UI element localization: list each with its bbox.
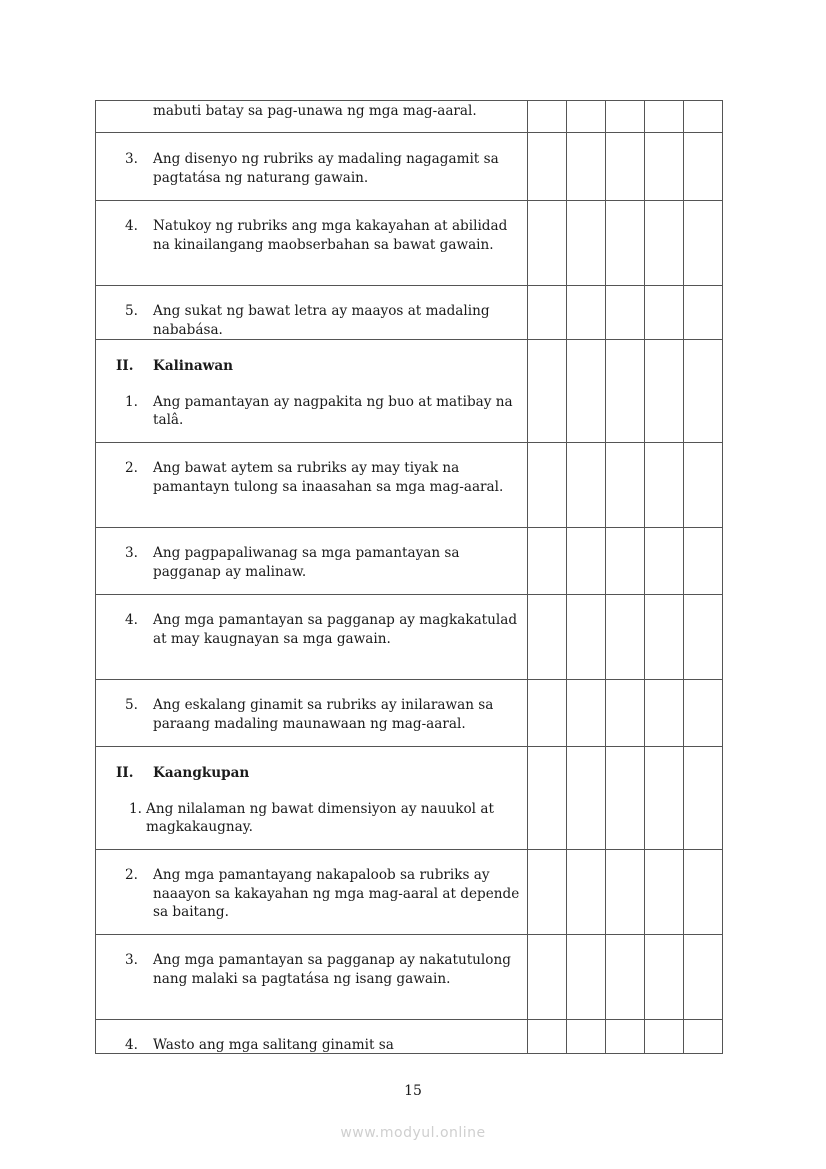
- table-row: [96, 1020, 723, 1054]
- rating-cell: [606, 747, 645, 850]
- rating-cell: [528, 201, 567, 286]
- rating-cell: [645, 201, 684, 286]
- rating-cell: [528, 528, 567, 595]
- rating-cell: [567, 443, 606, 528]
- section-numeral: II.: [116, 358, 134, 374]
- criterion-cell: [96, 595, 528, 680]
- rating-cell: [528, 850, 567, 935]
- rating-cell: [567, 340, 606, 443]
- criterion-text: Ang eskalang ginamit sa rubriks ay inilarawan sa paraang madaling maunawaan ng mag-aaral.: [153, 697, 494, 732]
- item-number: 4.: [125, 218, 138, 234]
- rating-cell: [606, 528, 645, 595]
- criterion-text: Ang mga pamantayan sa pagganap ay nakatutulong nang malaki sa pagtatása ng isang gawain.: [153, 952, 511, 987]
- rating-cell: [645, 443, 684, 528]
- item-number: 2.: [125, 460, 138, 476]
- criterion-text: mabuti batay sa pag-unawa ng mga mag-aaral.: [153, 103, 477, 119]
- criterion-text: Ang nilalaman ng bawat dimensiyon ay nauukol at magkakaugnay.: [146, 800, 494, 835]
- item-number: 5.: [125, 697, 138, 713]
- table-row: [96, 286, 723, 340]
- rating-cell: [528, 935, 567, 1020]
- rating-cell: [645, 595, 684, 680]
- item-number: 2.: [125, 867, 138, 883]
- criterion-text: Natukoy ng rubriks ang mga kakayahan at abilidad na kinailangang maobserbahan sa bawat gawain.: [153, 218, 508, 253]
- rating-cell: [645, 850, 684, 935]
- criterion-cell: [96, 443, 528, 528]
- criterion-text: Ang sukat ng bawat letra ay maayos at madaling nababása.: [153, 303, 490, 338]
- rating-cell: [684, 747, 723, 850]
- item-number: 5.: [125, 303, 138, 319]
- rating-cell: [567, 680, 606, 747]
- criterion-cell: [96, 747, 528, 850]
- rating-cell: [645, 680, 684, 747]
- table-row: [96, 680, 723, 747]
- criterion-text: Ang disenyo ng rubriks ay madaling nagagamit sa pagtatása ng naturang gawain.: [153, 151, 499, 186]
- rating-cell: [645, 528, 684, 595]
- rating-cell: [645, 133, 684, 201]
- criterion-cell: [96, 680, 528, 747]
- rating-cell: [528, 286, 567, 340]
- rating-cell: [645, 747, 684, 850]
- criterion-text: Wasto ang mga salitang ginamit sa: [153, 1037, 394, 1053]
- rating-cell: [528, 340, 567, 443]
- rating-cell: [684, 201, 723, 286]
- rating-cell: [684, 133, 723, 201]
- rating-cell: [684, 101, 723, 133]
- rating-cell: [606, 340, 645, 443]
- rating-cell: [684, 286, 723, 340]
- rating-cell: [528, 101, 567, 133]
- table-row: [96, 340, 723, 443]
- rating-cell: [567, 850, 606, 935]
- rating-cell: [606, 443, 645, 528]
- table-row: [96, 528, 723, 595]
- rating-cell: [645, 935, 684, 1020]
- table-row: [96, 747, 723, 850]
- criterion-text: Ang bawat aytem sa rubriks ay may tiyak na pamantayn tulong sa inaasahan sa mga mag-aaral.: [153, 460, 504, 495]
- rating-cell: [567, 595, 606, 680]
- rating-cell: [684, 680, 723, 747]
- criterion-cell: [96, 340, 528, 443]
- rating-cell: [567, 133, 606, 201]
- rating-cell: [606, 1020, 645, 1054]
- rating-cell: [567, 201, 606, 286]
- rating-cell: [567, 528, 606, 595]
- criterion-cell: [96, 850, 528, 935]
- rating-cell: [606, 201, 645, 286]
- rating-cell: [528, 1020, 567, 1054]
- rating-cell: [567, 747, 606, 850]
- rating-cell: [645, 286, 684, 340]
- section-heading: [96, 340, 527, 376]
- rating-cell: [528, 680, 567, 747]
- rating-cell: [606, 286, 645, 340]
- criterion-text: Ang mga pamantayan sa pagganap ay magkakatulad at may kaugnayan sa mga gawain.: [153, 612, 518, 647]
- item-number: 1.: [125, 393, 138, 410]
- criterion-cell: [96, 101, 528, 133]
- watermark-url: www.modyul.online: [340, 1125, 486, 1141]
- rating-cell: [528, 133, 567, 201]
- item-number: 3.: [125, 545, 138, 561]
- rating-cell: [684, 443, 723, 528]
- section-title: Kalinawan: [153, 358, 234, 374]
- rating-cell: [606, 133, 645, 201]
- section-title: Kaangkupan: [153, 765, 250, 781]
- criterion-text: Ang mga pamantayang nakapaloob sa rubriks ay naaayon sa kakayahan ng mga mag-aaral at depende sa baitang.: [153, 867, 520, 920]
- table-row: [96, 443, 723, 528]
- item-number: 3.: [125, 151, 138, 167]
- item-number: 3.: [125, 952, 138, 968]
- rating-cell: [606, 101, 645, 133]
- rating-cell: [684, 1020, 723, 1054]
- criterion-cell: [96, 133, 528, 201]
- rating-cell: [528, 443, 567, 528]
- table-row: [96, 201, 723, 286]
- criterion-text: Ang pagpapaliwanag sa mga pamantayan sa pagganap ay malinaw.: [153, 545, 460, 580]
- criterion-cell: [96, 935, 528, 1020]
- criterion-cell: [96, 201, 528, 286]
- rating-cell: [567, 286, 606, 340]
- section-heading: [96, 747, 527, 783]
- rating-cell: [645, 340, 684, 443]
- rating-cell: [606, 935, 645, 1020]
- rating-cell: [606, 850, 645, 935]
- criterion-cell: [96, 528, 528, 595]
- rating-cell: [684, 935, 723, 1020]
- rating-cell: [684, 340, 723, 443]
- rating-cell: [567, 101, 606, 133]
- table-row: [96, 935, 723, 1020]
- table-row: [96, 101, 723, 133]
- rating-cell: [645, 101, 684, 133]
- table-row: [96, 133, 723, 201]
- rating-cell: [567, 1020, 606, 1054]
- item-number: 1.: [129, 800, 142, 817]
- rubric-table: [95, 100, 723, 1054]
- rating-cell: [684, 528, 723, 595]
- table-row: [96, 850, 723, 935]
- section-numeral: II.: [116, 765, 134, 781]
- rating-cell: [567, 935, 606, 1020]
- rating-cell: [645, 1020, 684, 1054]
- criterion-text: Ang pamantayan ay nagpakita ng buo at matibay na talâ.: [153, 393, 513, 428]
- item-number: 4.: [125, 612, 138, 628]
- page-number: 15: [404, 1083, 422, 1099]
- criterion-cell: [96, 1020, 528, 1054]
- rating-cell: [606, 680, 645, 747]
- rating-cell: [606, 595, 645, 680]
- rating-cell: [528, 747, 567, 850]
- rating-cell: [528, 595, 567, 680]
- rating-cell: [684, 850, 723, 935]
- criterion-cell: [96, 286, 528, 340]
- table-row: [96, 595, 723, 680]
- item-number: 4.: [125, 1037, 138, 1053]
- rating-cell: [684, 595, 723, 680]
